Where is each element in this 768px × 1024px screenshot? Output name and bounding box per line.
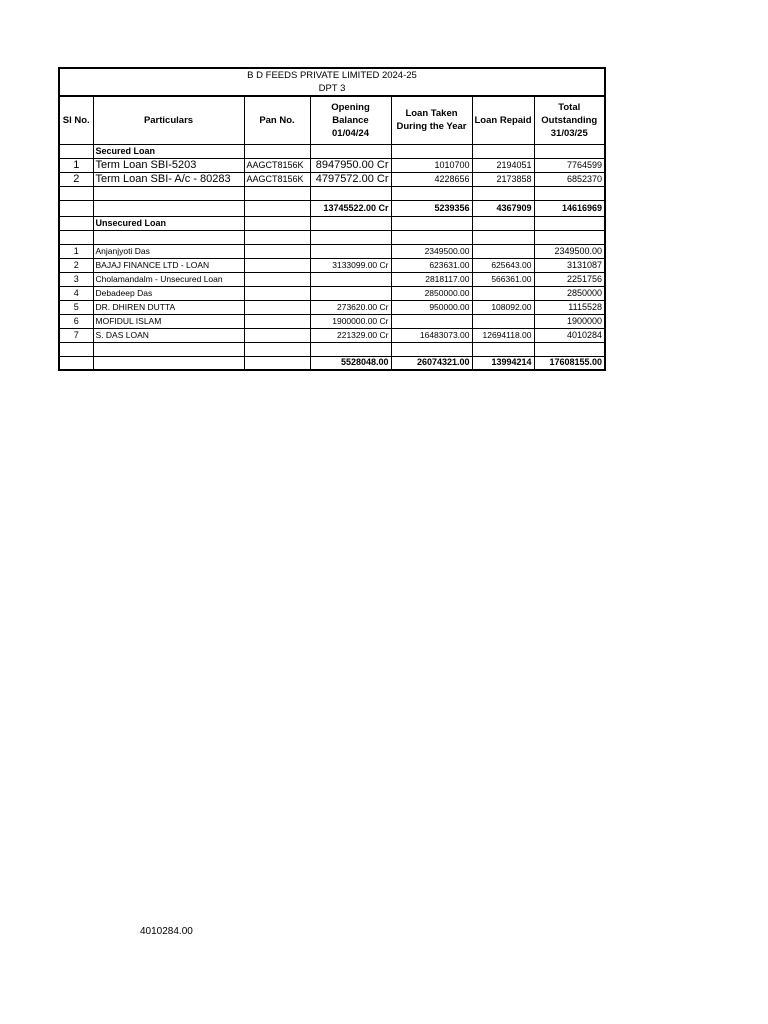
row-opening: [310, 286, 391, 300]
row-total: 1115528: [534, 300, 605, 314]
row-particulars: S. DAS LOAN: [93, 328, 244, 342]
row-opening: [310, 244, 391, 258]
row-taken: [391, 314, 472, 328]
row-taken: 16483073.00: [391, 328, 472, 342]
row-sl: 2: [59, 172, 93, 186]
row-repaid: [472, 286, 534, 300]
row-sl: 7: [59, 328, 93, 342]
row-pan: AAGCT8156K: [244, 172, 310, 186]
row-repaid: 12694118.00: [472, 328, 534, 342]
dpt3-loan-table: [58, 67, 606, 371]
table-row: [59, 258, 605, 272]
row-total: 4010284: [534, 328, 605, 342]
unsecured-total-opening: 5528048.00: [310, 356, 391, 370]
table-row: [59, 328, 605, 342]
row-particulars: Debadeep Das: [93, 286, 244, 300]
row-particulars: MOFIDUL ISLAM: [93, 314, 244, 328]
row-repaid: 566361.00: [472, 272, 534, 286]
row-taken: 2850000.00: [391, 286, 472, 300]
row-opening: 8947950.00 Cr: [310, 158, 391, 172]
table-row: [59, 314, 605, 328]
table-row: [59, 172, 605, 186]
company-title: B D FEEDS PRIVATE LIMITED 2024-25: [59, 68, 605, 82]
row-repaid: [472, 314, 534, 328]
row-opening: [310, 272, 391, 286]
row-particulars: Term Loan SBI-5203: [93, 158, 244, 172]
secured-loan-label: Secured Loan: [93, 144, 244, 158]
row-sl: 1: [59, 158, 93, 172]
secured-total-taken: 5239356: [391, 200, 472, 216]
row-opening: 1900000.00 Cr: [310, 314, 391, 328]
table-row: [59, 244, 605, 258]
row-particulars: Term Loan SBI- A/c - 80283: [93, 172, 244, 186]
header-particulars: Particulars: [93, 96, 244, 144]
row-particulars: Anjanjyoti Das: [93, 244, 244, 258]
row-pan: [244, 286, 310, 300]
row-taken: 2818117.00: [391, 272, 472, 286]
row-opening: 273620.00 Cr: [310, 300, 391, 314]
row-taken: 623631.00: [391, 258, 472, 272]
header-loan-taken: Loan Taken During the Year: [391, 96, 472, 144]
secured-total-opening: 13745522.00 Cr: [310, 200, 391, 216]
row-sl: 4: [59, 286, 93, 300]
secured-total-row: [59, 200, 605, 216]
row-taken: 4228656: [391, 172, 472, 186]
row-particulars: BAJAJ FINANCE LTD - LOAN: [93, 258, 244, 272]
table-row: [59, 158, 605, 172]
unsecured-total-outstanding: 17608155.00: [534, 356, 605, 370]
unsecured-loan-label: Unsecured Loan: [93, 216, 244, 230]
row-repaid: [472, 244, 534, 258]
row-sl: 1: [59, 244, 93, 258]
unsecured-rows: [59, 244, 605, 342]
row-total: 2349500.00: [534, 244, 605, 258]
row-sl: 5: [59, 300, 93, 314]
row-total: 7764599: [534, 158, 605, 172]
row-total: 6852370: [534, 172, 605, 186]
footer-note: 4010284.00: [140, 926, 193, 937]
header-total-outstanding: Total Outstanding 31/03/25: [534, 96, 605, 144]
row-total: 2251756: [534, 272, 605, 286]
unsecured-total-taken: 26074321.00: [391, 356, 472, 370]
secured-total-repaid: 4367909: [472, 200, 534, 216]
row-repaid: 625643.00: [472, 258, 534, 272]
row-opening: 4797572.00 Cr: [310, 172, 391, 186]
header-pan-no: Pan No.: [244, 96, 310, 144]
row-pan: [244, 258, 310, 272]
row-taken: 2349500.00: [391, 244, 472, 258]
row-taken: 950000.00: [391, 300, 472, 314]
row-pan: AAGCT8156K: [244, 158, 310, 172]
table-row: [59, 286, 605, 300]
header-loan-repaid: Loan Repaid: [472, 96, 534, 144]
row-opening: 221329.00 Cr: [310, 328, 391, 342]
row-pan: [244, 328, 310, 342]
row-sl: 2: [59, 258, 93, 272]
table-row: [59, 300, 605, 314]
row-pan: [244, 272, 310, 286]
row-pan: [244, 314, 310, 328]
row-particulars: Cholamandalm - Unsecured Loan: [93, 272, 244, 286]
row-repaid: 2173858: [472, 172, 534, 186]
row-repaid: 2194051: [472, 158, 534, 172]
row-pan: [244, 300, 310, 314]
row-sl: 3: [59, 272, 93, 286]
row-particulars: DR. DHIREN DUTTA: [93, 300, 244, 314]
form-title: DPT 3: [59, 82, 605, 96]
unsecured-total-row: [59, 356, 605, 370]
unsecured-total-repaid: 13994214: [472, 356, 534, 370]
row-total: 3131087: [534, 258, 605, 272]
row-repaid: 108092.00: [472, 300, 534, 314]
row-opening: 3133099.00 Cr: [310, 258, 391, 272]
header-opening-balance: Opening Balance 01/04/24: [310, 96, 391, 144]
table-row: [59, 272, 605, 286]
row-total: 1900000: [534, 314, 605, 328]
row-pan: [244, 244, 310, 258]
header-sl-no: Sl No.: [59, 96, 93, 144]
row-taken: 1010700: [391, 158, 472, 172]
row-sl: 6: [59, 314, 93, 328]
secured-total-outstanding: 14616969: [534, 200, 605, 216]
row-total: 2850000: [534, 286, 605, 300]
